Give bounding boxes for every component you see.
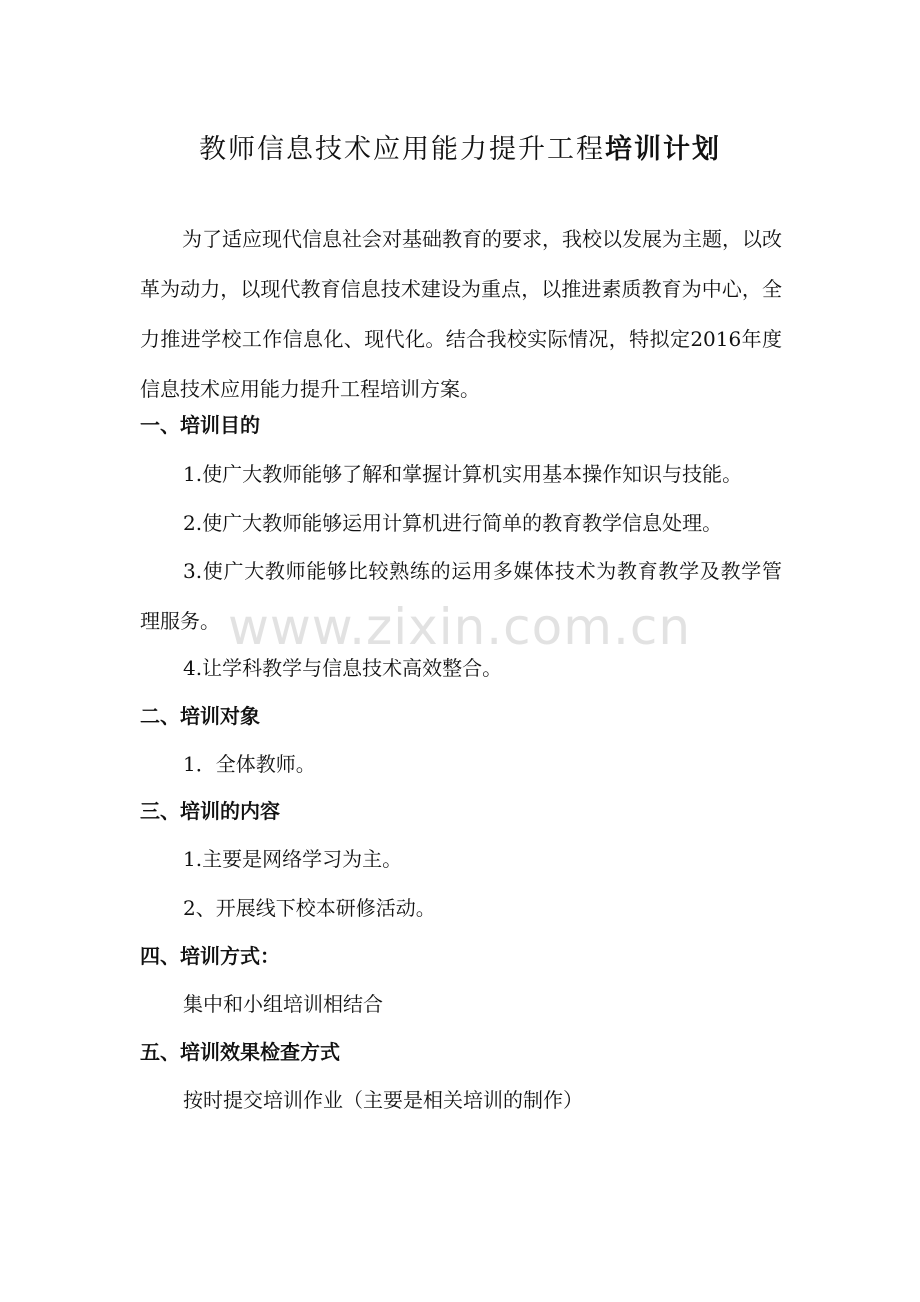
section-heading-content: 三、培训的内容 <box>140 799 280 823</box>
purpose-item-2: 2.使广大教师能够运用计算机进行简单的教育教学信息处理。 <box>183 511 723 535</box>
section-heading-method: 四、培训方式： <box>140 944 280 968</box>
document-title <box>0 128 920 172</box>
content-item-1: 1.主要是网络学习为主。 <box>183 847 403 871</box>
audience-item-1: 1．全体教师。 <box>183 752 316 776</box>
watermark-text: www.zixin.com.cn <box>228 598 692 656</box>
title-plain: 教师信息技术应用能力提升工程 <box>199 134 605 165</box>
purpose-item-4: 4.让学科教学与信息技术高效整合。 <box>183 656 503 680</box>
section-heading-audience: 二、培训对象 <box>140 704 260 728</box>
purpose-item-1: 1.使广大教师能够了解和掌握计算机实用基本操作知识与技能。 <box>183 462 743 486</box>
method-item-1: 集中和小组培训相结合 <box>183 992 383 1016</box>
section-heading-purpose: 一、培训目的 <box>140 413 260 437</box>
purpose-item-3: 3.使广大教师能够比较熟练的运用多媒体技术为教育教学及教学管理服务。 <box>140 559 782 633</box>
section-heading-evaluation: 五、培训效果检查方式 <box>140 1040 340 1064</box>
content-item-2: 2、开展线下校本研修活动。 <box>183 896 436 920</box>
intro-paragraph: 为了适应现代信息社会对基础教育的要求，我校以发展为主题，以改革为动力，以现代教育信息技术建设为重点，以推进素质教育为中心，全力推进学校工作信息化、现代化。结合我校实际情况，特拟定2016年度信息技术应用能力提升工程培训方案。 <box>140 227 782 401</box>
evaluation-item-1: 按时提交培训作业（主要是相关培训的制作） <box>183 1088 583 1112</box>
title-bold: 培训计划 <box>605 134 721 165</box>
